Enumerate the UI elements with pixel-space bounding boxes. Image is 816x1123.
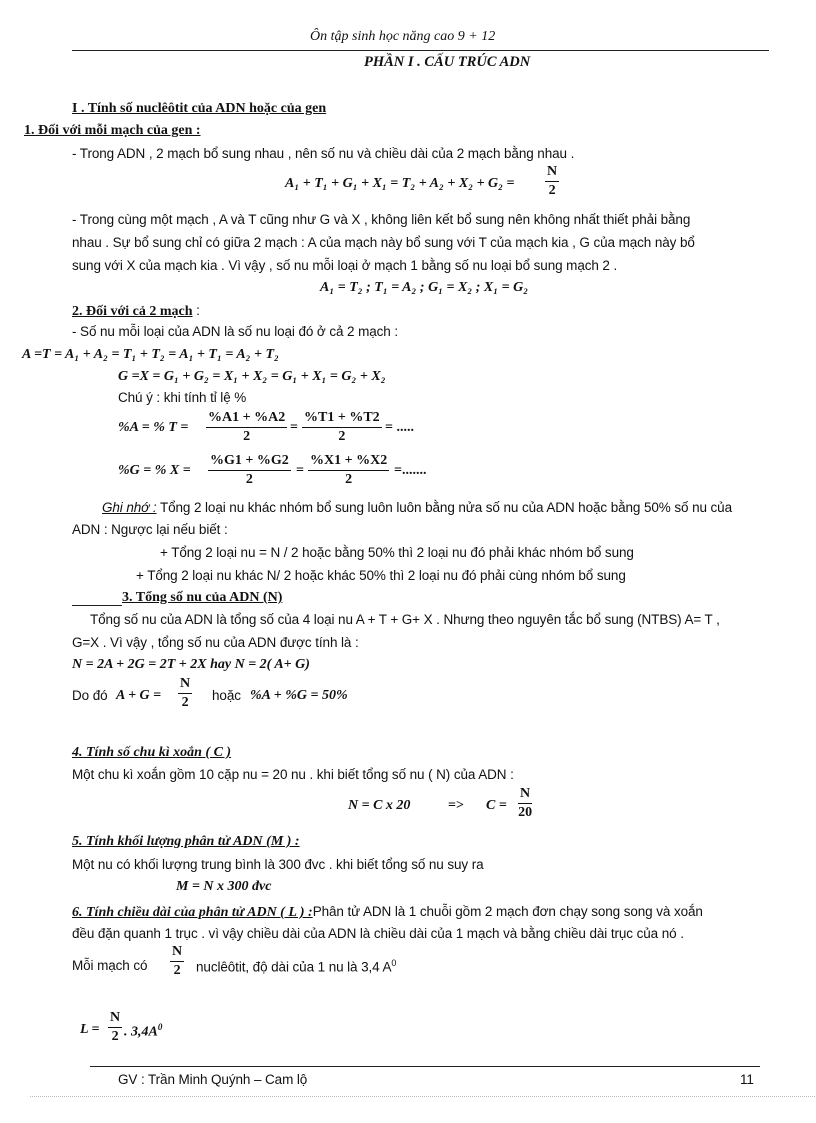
remember-bullet-1: + Tổng 2 loại nu = N / 2 hoặc bằng 50% thì 2 loại nu đó phải khác nhóm bổ sung: [160, 545, 634, 560]
sub4-paragraph: Một chu kì xoắn gồm 10 cặp nu = 20 nu . khi biết tổng số nu ( N) của ADN :: [72, 767, 514, 782]
header-rule: [72, 50, 769, 51]
pctG-end: =.......: [394, 463, 427, 478]
sub2-heading-line: [72, 302, 200, 320]
fraction-bar: [518, 803, 532, 804]
fraction-numerator: N: [110, 1010, 121, 1025]
sub4-heading: 4. Tính số chu kì xoắn ( C ): [72, 745, 232, 760]
fraction-numerator: N: [172, 944, 183, 959]
pctG-label: %G = % X =: [118, 463, 191, 478]
pctA-fraction-1: [206, 410, 287, 445]
fraction-numerator: %A1 + %A2: [208, 410, 286, 425]
fraction-denominator: 2: [111, 1029, 119, 1044]
sub6-p3-text: nuclêôtit, độ dài của 1 nu là 3,4 A: [196, 959, 392, 975]
sub1-paragraph-2-line-3: sung với X của mạch kia . Vì vậy , số nu mỗi loại ở mạch 1 bằng số nu loại bổ sung mạch 2 .: [72, 258, 618, 273]
fraction-numerator: N: [547, 164, 558, 179]
sub6-paragraph-2: đều đặn quanh 1 trục . vì vậy chiều dài của ADN là chiều dài của 1 mạch và bằng chiều dài trục của nó .: [72, 926, 684, 941]
sub5-equation: M = N x 300 đvc: [176, 879, 272, 894]
sub1-heading: 1. Đối với mỗi mạch của gen :: [24, 123, 201, 138]
sub6-line-1: [72, 903, 703, 921]
sub4-eq-fraction: [518, 786, 532, 821]
fraction-bar: [206, 427, 287, 428]
sub6-p3-sup: 0: [391, 958, 397, 968]
remember-text: Tổng 2 loại nu khác nhóm bổ sung luôn luôn bằng nửa số nu của ADN hoặc bằng 50% số nu của: [156, 500, 733, 515]
sub6-eq-right-text: . 3,4A: [124, 1024, 158, 1040]
fraction-bar: [308, 470, 389, 471]
remember-line-1: [102, 500, 732, 515]
sub6-eq-sup: 0: [157, 1022, 163, 1032]
fraction-bar: [545, 181, 559, 182]
sub2-equation-1: A =T = A₁ + A₂ = T₁ + T₂ = A₁ + T₁ = A₂ + T₂: [22, 347, 279, 362]
fraction-denominator: 20: [518, 805, 533, 820]
sub6-p3-pre: Mỗi mạch có: [72, 958, 148, 973]
sub1-equation-1: A₁ + T₁ + G₁ + X₁ = T₂ + A₂ + X₂ + G₂ =: [285, 176, 515, 191]
section-heading: I . Tính số nuclêôtit của ADN hoặc của gen: [72, 101, 327, 116]
running-title: Ôn tập sinh học năng cao 9 + 12: [310, 29, 496, 44]
fraction-numerator: %X1 + %X2: [310, 453, 388, 468]
sub1-paragraph-2-line-1: - Trong cùng một mạch , A và T cũng như G và X , không liên kết bổ sung nên không nhất thiết phải bằng: [72, 212, 691, 227]
remember-line-2: ADN : Ngược lại nếu biết :: [72, 522, 228, 537]
pctG-fraction-2: [308, 453, 389, 488]
sub2-paragraph-1: - Số nu mỗi loại của ADN là số nu loại đó ở cả 2 mạch :: [72, 324, 399, 339]
sub5-paragraph: Một nu có khối lượng trung bình là 300 đvc . khi biết tổng số nu suy ra: [72, 857, 484, 872]
sub4-arrow: =>: [448, 798, 464, 813]
sub3-hoac: hoặc: [212, 688, 241, 703]
sub3-heading: 3. Tổng số nu của ADN (N): [122, 590, 283, 605]
sub2-heading: 2. Đối với cả 2 mạch: [72, 304, 193, 319]
pctA-fraction-2: [302, 410, 382, 445]
sub4-eq-right: C =: [486, 798, 507, 813]
remember-label: Ghi nhớ :: [102, 500, 157, 515]
remember-bullet-2: + Tổng 2 loại nu khác N/ 2 hoặc khác 50% thì 2 loại nu đó phải cùng nhóm bổ sung: [136, 568, 626, 583]
sub2-note: Chú ý : khi tính tỉ lệ %: [118, 390, 247, 405]
fraction-numerator: N: [520, 786, 531, 801]
pctA-label: %A = % T =: [118, 420, 189, 435]
pctG-fraction-1: [208, 453, 291, 488]
equals-sign: =: [290, 420, 298, 435]
sub3-paragraph-2: G=X . Vì vậy , tổng số nu của ADN được tính là :: [72, 635, 359, 650]
sub3-leading-rule: [72, 605, 122, 606]
sub3-eq2-left: A + G =: [116, 688, 162, 703]
sub6-eq-right: [124, 1022, 162, 1041]
sub1-eq1-fraction: [545, 164, 559, 199]
sub4-eq-left: N = C x 20: [348, 798, 411, 813]
sub3-dodo: Do đó: [72, 688, 108, 703]
fraction-denominator: 2: [338, 429, 346, 444]
sub3-equation-1: N = 2A + 2G = 2T + 2X hay N = 2( A+ G): [72, 657, 310, 672]
sub1-equation-2: A₁ = T₂ ; T₁ = A₂ ; G₁ = X₂ ; X₁ = G₂: [320, 280, 529, 295]
page-number: 11: [740, 1072, 754, 1087]
sub3-eq2-right: %A + %G = 50%: [250, 688, 348, 703]
sub6-eq-fraction: [108, 1010, 122, 1045]
part-title: PHẦN I . CẤU TRÚC ADN: [364, 54, 531, 70]
footer-rule: [90, 1066, 760, 1067]
fraction-denominator: 2: [243, 429, 251, 444]
fraction-bar: [208, 470, 291, 471]
fraction-denominator: 2: [181, 695, 189, 710]
fraction-denominator: 2: [173, 963, 181, 978]
fraction-bar: [108, 1027, 122, 1028]
pctA-end: = .....: [385, 420, 414, 435]
sub2-heading-suffix: :: [192, 303, 200, 318]
sub6-eq-left: L =: [80, 1022, 100, 1037]
sub3-eq2-fraction: [178, 676, 192, 711]
sub6-p3-fraction: [170, 944, 184, 979]
sub3-paragraph-1: Tổng số nu của ADN là tổng số của 4 loại nu A + T + G+ X . Nhưng theo nguyên tắc bổ sung (NTBS) A= T ,: [90, 612, 720, 627]
sub5-heading: 5. Tính khối lượng phân tử ADN (M ) :: [72, 834, 300, 849]
fraction-numerator: N: [180, 676, 191, 691]
sub6-paragraph-1: Phân tử ADN là 1 chuỗi gồm 2 mạch đơn chạy song song và xoắn: [312, 904, 703, 919]
fraction-bar: [170, 961, 184, 962]
fraction-bar: [178, 693, 192, 694]
fraction-denominator: 2: [345, 472, 353, 487]
sub1-paragraph-2-line-2: nhau . Sự bổ sung chỉ có giữa 2 mạch : A của mạch này bổ sung với T của mạch kia , G của mạch này bổ: [72, 235, 695, 250]
sub2-equation-2: G =X = G₁ + G₂ = X₁ + X₂ = G₁ + X₁ = G₂ + X₂: [118, 369, 386, 384]
sub6-heading: 6. Tính chiều dài của phân tử ADN ( L ) :: [72, 905, 313, 920]
footer-author: GV : Trần Minh Quýnh – Cam lộ: [118, 1072, 308, 1087]
fraction-bar: [302, 427, 382, 428]
fraction-numerator: %G1 + %G2: [210, 453, 289, 468]
equals-sign: =: [296, 463, 304, 478]
fraction-denominator: 2: [548, 183, 556, 198]
sub6-p3-post: [196, 958, 396, 975]
bottom-dotted-border: [30, 1096, 815, 1097]
sub1-paragraph-1: - Trong ADN , 2 mạch bổ sung nhau , nên số nu và chiều dài của 2 mạch bằng nhau .: [72, 146, 575, 161]
fraction-denominator: 2: [245, 472, 253, 487]
fraction-numerator: %T1 + %T2: [304, 410, 380, 425]
